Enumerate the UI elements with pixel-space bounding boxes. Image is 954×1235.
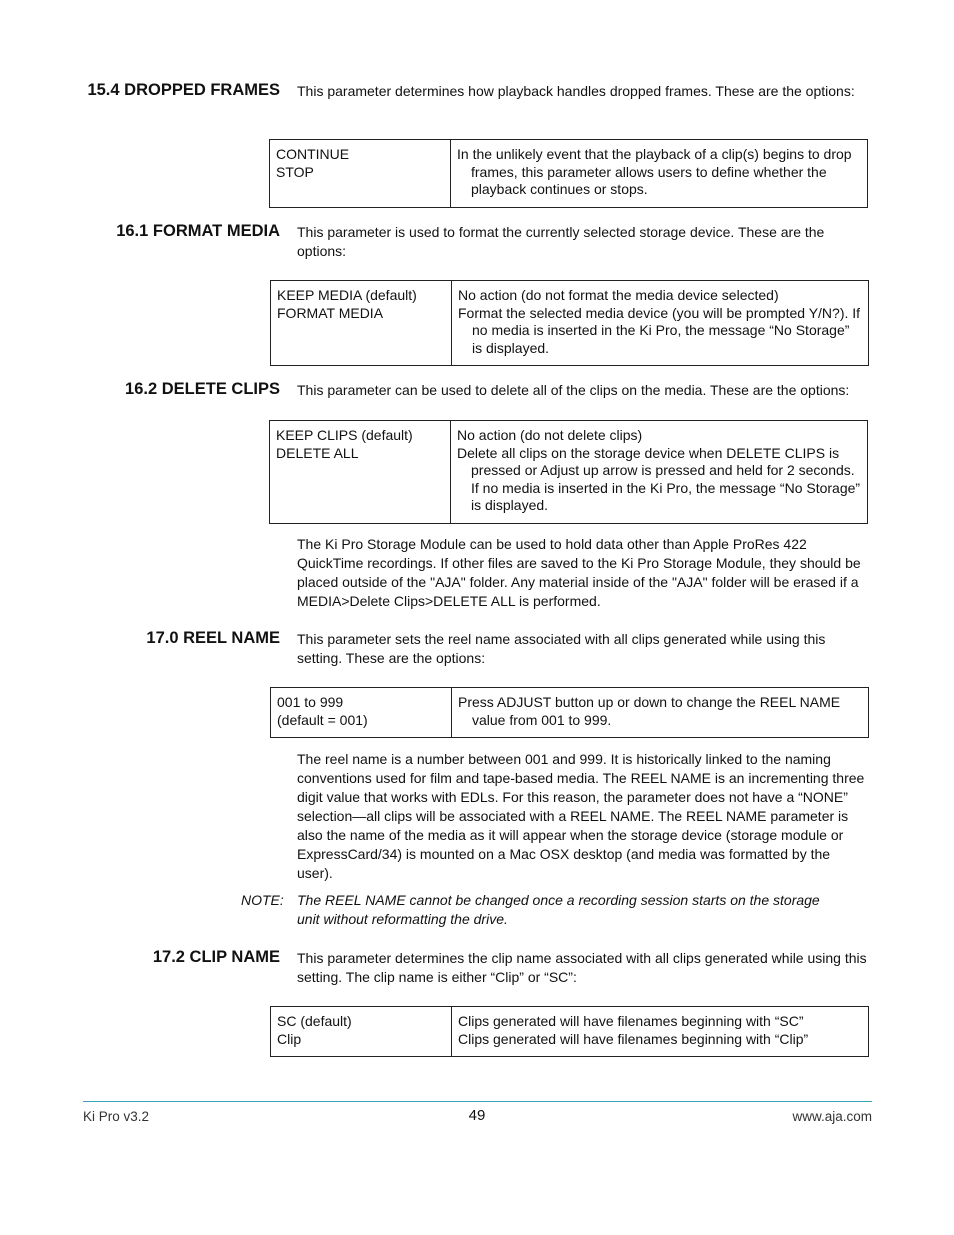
option-label: FORMAT MEDIA xyxy=(277,304,384,321)
option-description: Delete all clips on the storage device when DELETE CLIPS is pressed or Adjust up arrow is pressed and held for 2 seconds. If no media is inserted in the Ki Pro, the message “No Storage” is displayed. xyxy=(457,444,861,513)
option-label: (default = 001) xyxy=(277,711,368,728)
options-table-format-media xyxy=(270,280,869,366)
option-label: 001 to 999 xyxy=(277,694,344,710)
option-description: Format the selected media device (you will be prompted Y/N?). If no media is inserted in the Ki Pro, the message “No Storage” is displayed. xyxy=(458,304,861,356)
option-description: No action (do not format the media device selected) xyxy=(458,287,779,303)
reel-name-paragraph: The reel name is a number between 001 and 999. It is historically linked to the naming conventions used for film and tape-based media. The REEL NAME is an incrementing three digit value that works with EDLs. For this reason, the parameter does not have a “NONE” selection—all clips will be associated with a REEL NAME. The REEL NAME parameter is also the name of the media as it will appear when the storage device (storage module or ExpressCard/34) is mounted on a Mac OSX desktop (and media was formatted by the user). xyxy=(297,751,865,881)
option-description: Clips generated will have filenames beginning with “Clip” xyxy=(458,1030,809,1047)
section-heading-format-media: 16.1 FORMAT MEDIA xyxy=(116,222,280,240)
description-cell xyxy=(452,281,869,366)
note-label: NOTE: xyxy=(241,892,284,908)
options-cell xyxy=(270,140,451,208)
footer-page-number: 49 xyxy=(468,1107,486,1124)
section-intro-clip-name: This parameter determines the clip name associated with all clips generated while using this setting. The clip name is either “Clip” or “SC”: xyxy=(297,950,867,985)
option-label: Clip xyxy=(277,1030,302,1047)
section-intro-reel-name: This parameter sets the reel name associated with all clips generated while using this setting. These are the options: xyxy=(297,631,826,666)
options-table-reel-name xyxy=(270,687,869,738)
options-table-delete-clips xyxy=(269,420,868,524)
footer-product-version: Ki Pro v3.2 xyxy=(83,1109,150,1124)
description-cell xyxy=(452,688,869,738)
section-heading-dropped-frames: 15.4 DROPPED FRAMES xyxy=(87,81,280,99)
note-text: The REEL NAME cannot be changed once a recording session starts on the storage unit without reformatting the drive. xyxy=(297,892,820,927)
section-heading-delete-clips: 16.2 DELETE CLIPS xyxy=(125,380,280,398)
description-cell xyxy=(451,421,868,524)
option-description: Clips generated will have filenames beginning with “SC” xyxy=(458,1013,804,1029)
section-intro-format-media: This parameter is used to format the currently selected storage device. These are the options: xyxy=(297,224,825,259)
section-heading-clip-name: 17.2 CLIP NAME xyxy=(152,948,280,966)
options-table-clip-name xyxy=(270,1006,869,1057)
options-cell xyxy=(270,421,451,524)
option-label: SC (default) xyxy=(277,1013,352,1029)
options-table-dropped-frames xyxy=(269,139,868,208)
option-label: DELETE ALL xyxy=(276,444,359,461)
option-description: No action (do not delete clips) xyxy=(457,427,643,443)
section-heading-reel-name: 17.0 REEL NAME xyxy=(146,629,280,647)
storage-module-paragraph: The Ki Pro Storage Module can be used to hold data other than Apple ProRes 422 QuickTime recordings. If other files are saved to the Ki Pro Storage Module, they should be placed outside of the "AJA" folder. Any material inside of the "AJA" folder will be erased if a MEDIA>Delete Clips>DELETE ALL is performed. xyxy=(297,536,861,609)
options-cell xyxy=(271,281,452,366)
options-cell xyxy=(271,688,452,738)
option-label: CONTINUE xyxy=(276,146,350,162)
option-label: KEEP MEDIA (default) xyxy=(277,287,417,303)
footer-website-link[interactable]: www.aja.com xyxy=(792,1109,872,1124)
option-label: KEEP CLIPS (default) xyxy=(276,427,413,443)
footer-divider xyxy=(83,1101,872,1102)
section-intro-delete-clips: This parameter can be used to delete all of the clips on the media. These are the options: xyxy=(297,382,850,398)
option-description: In the unlikely event that the playback of a clip(s) begins to drop frames, this parameter allows users to define whether the playback continues or stops. xyxy=(457,146,852,197)
description-cell xyxy=(451,140,868,208)
description-cell xyxy=(452,1007,869,1057)
section-intro-dropped-frames: This parameter determines how playback handles dropped frames. These are the options: xyxy=(297,83,855,99)
option-description: Press ADJUST button up or down to change the REEL NAME value from 001 to 999. xyxy=(458,694,841,728)
option-label: STOP xyxy=(276,163,314,180)
options-cell xyxy=(271,1007,452,1057)
